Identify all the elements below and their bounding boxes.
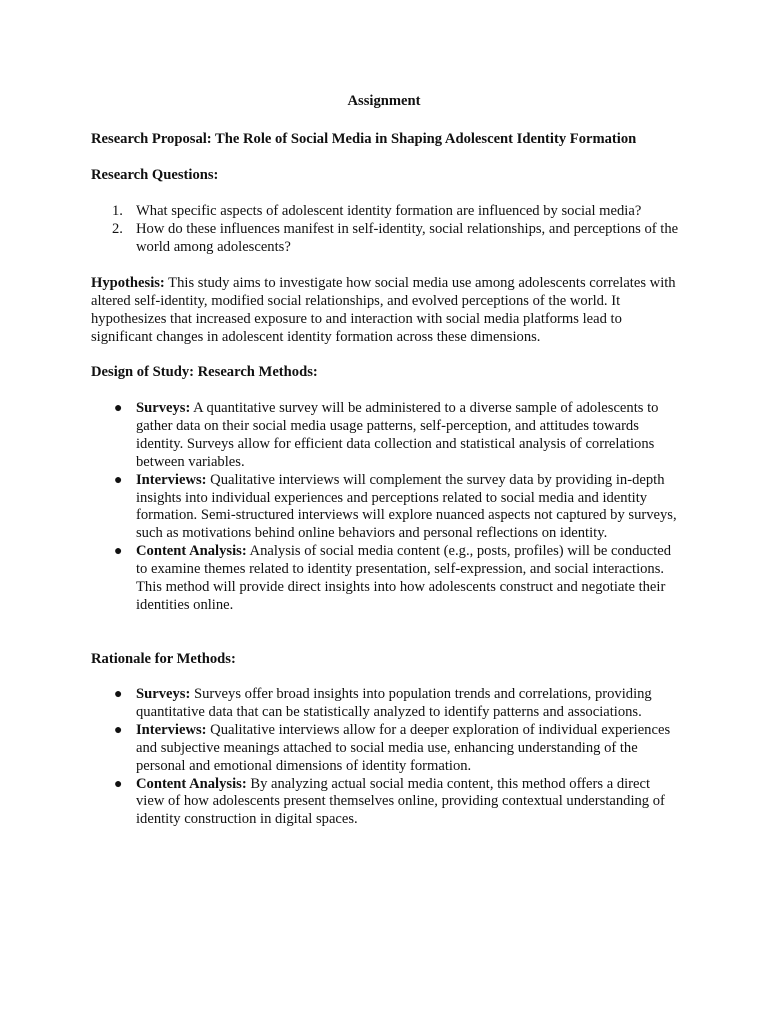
method-label: Surveys: <box>136 400 191 416</box>
bullet-icon: ● <box>114 722 123 738</box>
list-item <box>91 203 681 221</box>
design-methods-list <box>91 400 681 615</box>
hypothesis-label: Hypothesis: <box>91 275 165 291</box>
bullet-icon: ● <box>114 544 123 560</box>
method-label: Content Analysis: <box>136 543 247 560</box>
rationale-label: Content Analysis: <box>136 775 247 792</box>
rationale-text: By analyzing actual social media content, this method offers a direct view of how adolescents present themselves online, providing contextual understanding of identity construction in digital spaces. <box>136 775 665 828</box>
list-item <box>91 722 681 776</box>
rationale-text: Qualitative interviews allow for a deeper exploration of individual experiences and subjective meanings attached to social media use, enhancing understanding of the personal and emotional dimensions of identity formation. <box>136 721 671 774</box>
list-item <box>91 221 681 257</box>
rationale-heading: Rationale for Methods: <box>91 651 236 667</box>
list-item <box>91 400 681 472</box>
hypothesis-paragraph <box>91 275 681 347</box>
proposal-title: Research Proposal: The Role of Social Media in Shaping Adolescent Identity Formation <box>91 131 637 147</box>
rationale-label: Interviews: <box>136 721 207 738</box>
rationale-list <box>91 686 681 829</box>
list-number: 2. <box>112 220 123 237</box>
bullet-icon: ● <box>114 401 123 416</box>
rationale-label: Surveys: <box>136 686 191 702</box>
method-text: Qualitative interviews will complement the survey data by providing in-depth insights into individual experiences and perceptions related to social media and identity formation. Semi-structured interviews will explore nuanced aspects not captured by surveys, such as motivations behind online behaviors and personal reflections on identity. <box>136 471 677 542</box>
list-item <box>91 472 681 544</box>
research-questions-heading: Research Questions: <box>91 167 219 183</box>
document-title: Assignment <box>347 93 421 109</box>
hypothesis-text: This study aims to investigate how social media use among adolescents correlates with altered self-identity, modified social relationships, and evolved perceptions of the world. It hypothesizes that increased exposure to and interaction with social media platforms lead to significant changes in adolescent identity formation across these dimensions. <box>91 275 676 345</box>
bullet-icon: ● <box>114 776 123 792</box>
rationale-text: Surveys offer broad insights into population trends and correlations, providing quantitative data that can be statistically analyzed to identify patterns and associations. <box>136 686 652 720</box>
research-questions-list <box>91 203 681 257</box>
list-number: 1. <box>112 203 123 219</box>
method-label: Interviews: <box>136 471 207 488</box>
list-item <box>91 686 681 722</box>
bullet-icon: ● <box>114 687 123 702</box>
bullet-icon: ● <box>114 472 123 488</box>
list-item <box>91 776 681 830</box>
method-text: Analysis of social media content (e.g., posts, profiles) will be conducted to examine themes related to identity presentation, self-expression, and social interactions. This method will provide direct insights into how adolescents construct and negotiate their identities online. <box>136 543 672 613</box>
list-item-text: What specific aspects of adolescent identity formation are influenced by social media? <box>136 203 642 219</box>
design-heading: Design of Study: Research Methods: <box>91 364 318 380</box>
list-item <box>91 543 681 615</box>
list-item-text: How do these influences manifest in self-identity, social relationships, and perceptions of the world among adolescents? <box>136 220 679 255</box>
method-text: A quantitative survey will be administered to a diverse sample of adolescents to gather data on their social media usage patterns, self-perception, and attitudes towards identity. Surveys allow for efficient data collection and statistical analysis of correlations between variables. <box>136 400 659 470</box>
